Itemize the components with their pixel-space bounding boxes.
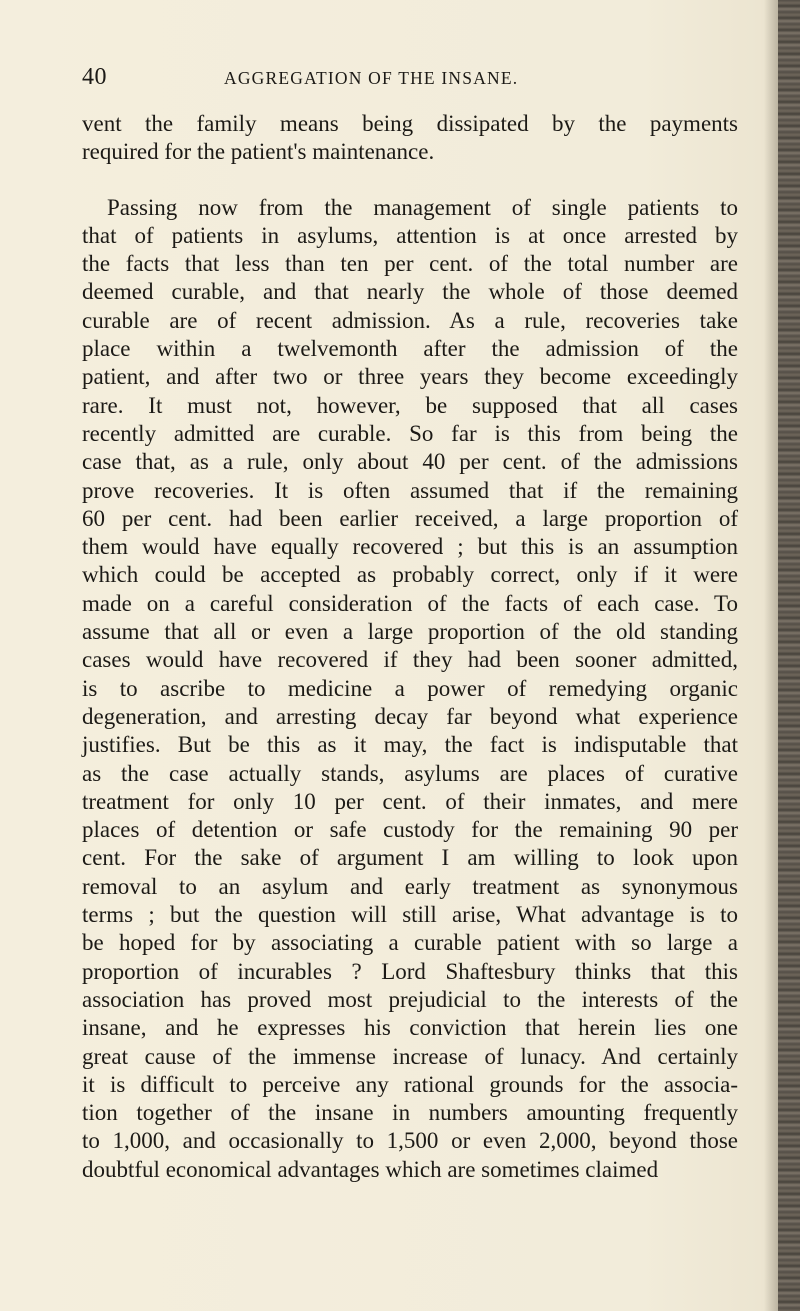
text-line: places of detention or safe custody for the remaining 90 per — [82, 817, 738, 843]
text-line: which could be accepted as probably correct, only if it were — [82, 562, 738, 588]
text-line: as the case actually stands, asylums are places of curative — [82, 760, 738, 786]
text-line: it is difficult to perceive any rational grounds for the associa- — [82, 1071, 738, 1097]
text-line: proportion of incurables ? Lord Shaftesbury thinks that this — [82, 958, 738, 984]
text-line: degeneration, and arresting decay far beyond what experience — [82, 703, 738, 729]
paragraph — [82, 110, 738, 167]
body-text — [82, 110, 738, 1184]
text-line: cent. For the sake of argument I am willing to look upon — [82, 845, 738, 871]
text-line: treatment for only 10 per cent. of their inmates, and mere — [82, 788, 738, 814]
text-line: great cause of the immense increase of lunacy. And certainly — [82, 1043, 738, 1069]
text-line: place within a twelvemonth after the admission of the — [82, 336, 738, 362]
text-line: association has proved most prejudicial to the interests of the — [82, 986, 738, 1012]
running-head: AGGREGATION OF THE INSANE. — [224, 68, 519, 88]
text-line: be hoped for by associating a curable patient with so large a — [82, 930, 738, 956]
text-line: is to ascribe to medicine a power of remedying organic — [82, 675, 738, 701]
text-line: assume that all or even a large proportion of the old standing — [82, 619, 738, 645]
text-line: rare. It must not, however, be supposed that all cases — [82, 392, 738, 418]
text-line: 60 per cent. had been earlier received, a large proportion of — [82, 505, 738, 531]
text-line: tion together of the insane in numbers amounting frequently — [82, 1100, 738, 1126]
text-line: doubtful economical advantages which are sometimes claimed — [82, 1156, 659, 1182]
text-line: recently admitted are curable. So far is this from being the — [82, 420, 738, 446]
page-header — [82, 64, 742, 94]
text-line: them would have equally recovered ; but this is an assumption — [82, 534, 738, 560]
text-line: justifies. But be this as it may, the fact is indisputable that — [82, 732, 738, 758]
page-number: 40 — [82, 64, 107, 90]
page-edge-shadow — [764, 0, 778, 1311]
text-line: Passing now from the management of single patients to — [107, 194, 738, 220]
text-line: deemed curable, and that nearly the whole of those deemed — [82, 279, 738, 305]
text-line: terms ; but the question will still arise, What advantage is to — [82, 902, 738, 928]
book-spine-edge — [778, 0, 800, 1311]
text-line: to 1,000, and occasionally to 1,500 or even 2,000, beyond those — [82, 1128, 738, 1154]
text-line: the facts that less than ten per cent. of the total number are — [82, 251, 738, 277]
text-line: insane, and he expresses his conviction that herein lies one — [82, 1015, 738, 1041]
text-line: cases would have recovered if they had been sooner admitted, — [82, 647, 738, 673]
text-line: patient, and after two or three years they become exceedingly — [82, 364, 738, 390]
text-line: that of patients in asylums, attention is at once arrested by — [82, 222, 738, 248]
paragraph-gap — [82, 167, 738, 194]
paragraph — [82, 194, 738, 1184]
text-line: removal to an asylum and early treatment as synonymous — [82, 873, 738, 899]
text-line: made on a careful consideration of the facts of each case. To — [82, 590, 738, 616]
text-line: required for the patient's maintenance. — [82, 139, 435, 165]
text-line: curable are of recent admission. As a rule, recoveries take — [82, 307, 738, 333]
text-line: prove recoveries. It is often assumed that if the remaining — [82, 477, 738, 503]
text-line: vent the family means being dissipated by the payments — [82, 111, 738, 136]
text-line: case that, as a rule, only about 40 per cent. of the admissions — [82, 449, 738, 475]
